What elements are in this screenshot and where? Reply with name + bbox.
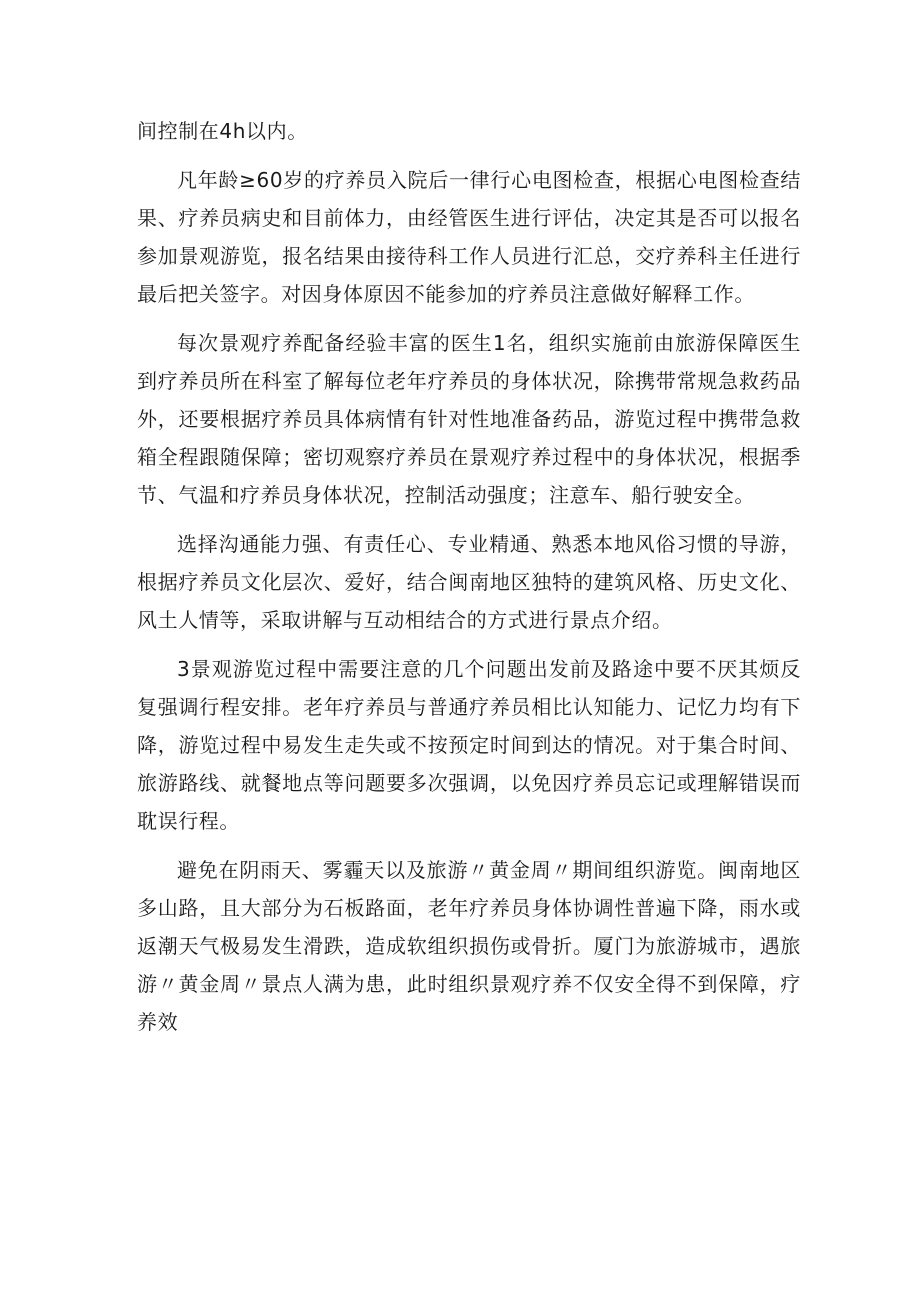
paragraph-gap bbox=[137, 150, 801, 161]
paragraph-1: 间控制在4h以内。 bbox=[137, 119, 308, 143]
paragraph-gap bbox=[137, 639, 801, 650]
paragraph-gap bbox=[137, 840, 801, 851]
paragraph-6: 避免在阴雨天、雾霾天以及旅游〃黄金周〃期间组织游览。闽南地区多山路，且大部分为石板路面，老年疗养员身体协调性普遍下降，雨水或返潮天气极易发生滑跌，造成软组织损伤或骨折。厦门为旅游城市，遇旅游〃黄金周〃景点人满为患，此时组织景观疗养不仅安全得不到保障，疗养效 bbox=[137, 858, 801, 1034]
paragraph-2: 凡年龄≥60岁的疗养员入院后一律行心电图检查，根据心电图检查结果、疗养员病史和目前体力，由经管医生进行评估，决定其是否可以报名参加景观游览，报名结果由接待科工作人员进行汇总，交疗养科主任进行最后把关签字。对因身体原因不能参加的疗养员注意做好解释工作。 bbox=[137, 168, 801, 306]
paragraph-4: 选择沟通能力强、有责任心、专业精通、熟悉本地风俗习惯的导游，根据疗养员文化层次、爱好，结合闽南地区独特的建筑风格、历史文化、风土人情等，采取讲解与互动相结合的方式进行景点介绍。 bbox=[137, 532, 801, 632]
paragraph-gap bbox=[137, 514, 801, 525]
document-body bbox=[137, 112, 801, 1041]
paragraph-5: 3景观游览过程中需要注意的几个问题出发前及路途中要不厌其烦反复强调行程安排。老年疗养员与普通疗养员相比认知能力、记忆力均有下降，游览过程中易发生走失或不按预定时间到达的情况。对于集合时间、旅游路线、就餐地点等问题要多次强调，以免因疗养员忘记或理解错误而耽误行程。 bbox=[137, 657, 801, 833]
paragraph-3: 每次景观疗养配备经验丰富的医生1名，组织实施前由旅游保障医生到疗养员所在科室了解每位老年疗养员的身体状况，除携带常规急救药品外，还要根据疗养员具体病情有针对性地准备药品，游览过程中携带急救箱全程跟随保障；密切观察疗养员在景观疗养过程中的身体状况，根据季节、气温和疗养员身体状况，控制活动强度；注意车、船行驶安全。 bbox=[137, 331, 801, 507]
paragraph-gap bbox=[137, 313, 801, 324]
